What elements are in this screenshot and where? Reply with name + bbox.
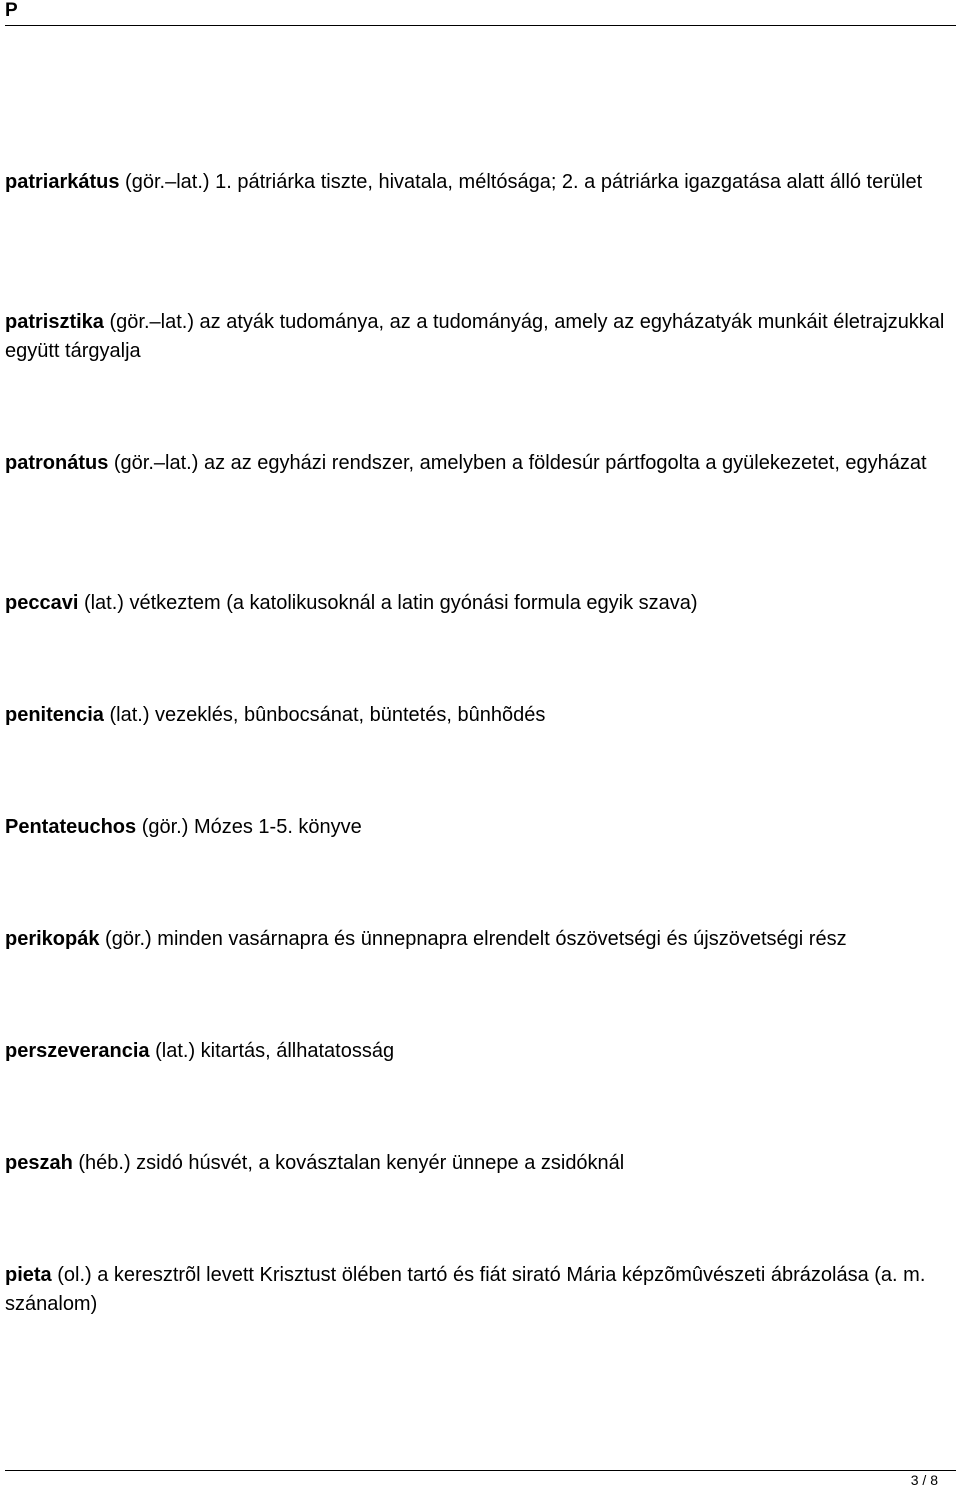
glossary-entry [5, 701, 955, 730]
entry-definition: (lat.) vezeklés, bûnbocsánat, büntetés, bûnhõdés [103, 704, 546, 726]
glossary-entry [5, 1037, 955, 1066]
glossary-entry [5, 1261, 955, 1319]
entry-term: perszeverancia [5, 1040, 150, 1062]
glossary-entry [5, 813, 955, 842]
entry-term: peszah [5, 1152, 73, 1174]
entry-definition: (lat.) vétkeztem (a katolikusoknál a latin gyónási formula egyik szava) [78, 592, 698, 614]
entry-term: patriarkátus [5, 171, 120, 193]
entry-term: patrisztika [5, 311, 104, 333]
glossary-entry [5, 925, 955, 954]
entry-definition: (héb.) zsidó húsvét, a kovásztalan kenyér ünnepe a zsidóknál [72, 1152, 625, 1174]
entry-definition: (gör.) minden vasárnapra és ünnepnapra elrendelt ószövetségi és újszövetségi rész [99, 928, 847, 950]
glossary-entry [5, 589, 955, 618]
glossary-entry [5, 308, 955, 366]
entry-definition: (ol.) a keresztrõl levett Krisztust ölében tartó és fiát sirató Mária képzõmûvészeti ábrázolása (a. m. szánalom) [5, 1264, 926, 1315]
entry-term: perikopák [5, 928, 100, 950]
entry-term: patronátus [5, 452, 109, 474]
entry-term: pieta [5, 1264, 52, 1286]
section-letter: P [5, 0, 18, 21]
glossary-entry [5, 168, 955, 197]
entry-definition: (lat.) kitartás, állhatatosság [149, 1040, 395, 1062]
entry-term: Pentateuchos [5, 816, 137, 838]
entry-term: penitencia [5, 704, 104, 726]
page-number: 3 / 8 [910, 1472, 938, 1488]
header-divider [5, 25, 956, 26]
entry-term: peccavi [5, 592, 79, 614]
glossary-entry [5, 1149, 955, 1178]
glossary-entry [5, 449, 955, 478]
entry-definition: (gör.–lat.) az az egyházi rendszer, amelyben a földesúr pártfogolta a gyülekezetet, egyházat [108, 452, 927, 474]
footer-divider [5, 1470, 956, 1471]
entry-definition: (gör.–lat.) 1. pátriárka tiszte, hivatala, méltósága; 2. a pátriárka igazgatása alatt álló terület [119, 171, 923, 193]
entry-definition: (gör.) Mózes 1-5. könyve [136, 816, 362, 838]
entry-definition: (gör.–lat.) az atyák tudománya, az a tudományág, amely az egyházatyák munkáit életrajzukkal együtt tárgyalja [5, 311, 945, 362]
